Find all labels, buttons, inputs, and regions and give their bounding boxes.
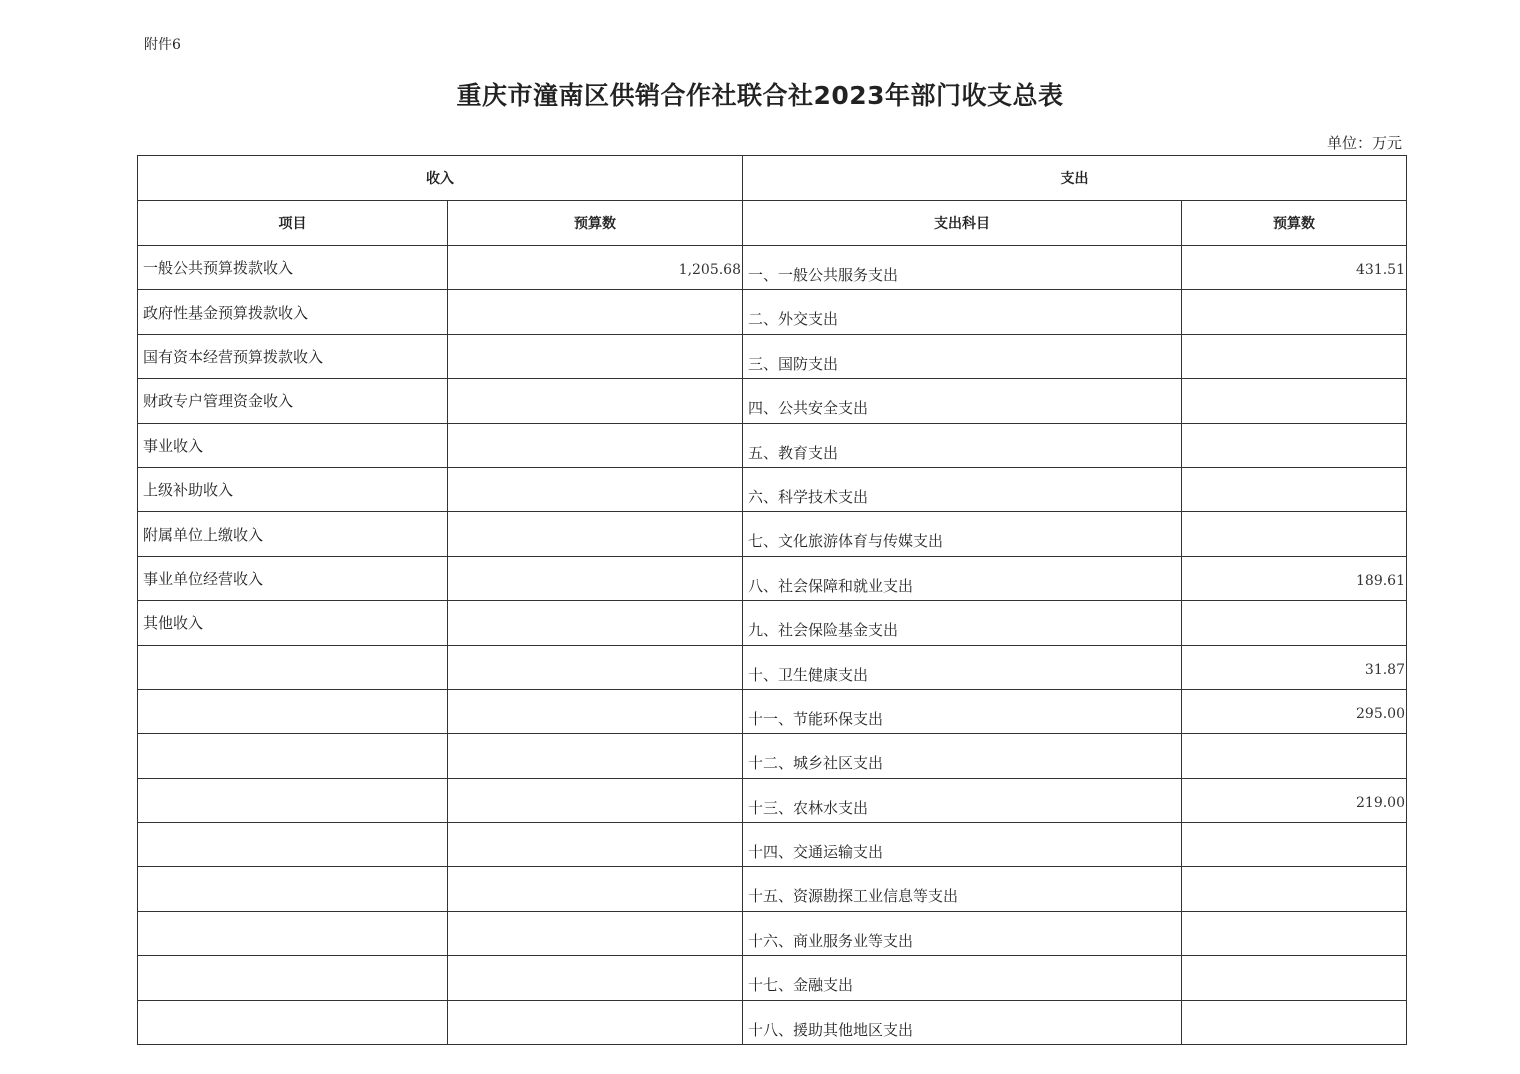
income-budget-cell <box>448 778 743 822</box>
expense-budget-cell <box>1182 512 1407 556</box>
income-budget-header: 预算数 <box>448 201 743 246</box>
expense-budget-header: 预算数 <box>1182 201 1407 246</box>
income-budget-cell <box>448 645 743 689</box>
income-item-cell <box>138 956 448 1000</box>
income-budget-cell <box>448 334 743 378</box>
income-item-cell: 上级补助收入 <box>138 467 448 511</box>
income-budget-cell <box>448 601 743 645</box>
expense-budget-cell <box>1182 334 1407 378</box>
expense-budget-cell: 189.61 <box>1182 556 1407 600</box>
expense-budget-cell: 295.00 <box>1182 689 1407 733</box>
income-item-cell: 附属单位上缴收入 <box>138 512 448 556</box>
income-budget-cell <box>448 689 743 733</box>
expense-item-cell: 一、一般公共服务支出 <box>743 246 1182 290</box>
expense-item-cell: 十八、援助其他地区支出 <box>743 1000 1182 1044</box>
income-budget-cell <box>448 734 743 778</box>
table-row <box>138 379 1407 423</box>
income-item-cell <box>138 867 448 911</box>
income-budget-cell <box>448 911 743 955</box>
expense-budget-cell <box>1182 823 1407 867</box>
table-row <box>138 601 1407 645</box>
income-item-cell <box>138 734 448 778</box>
expense-header: 支出 <box>743 156 1407 201</box>
expense-budget-cell <box>1182 290 1407 334</box>
income-item-cell <box>138 1000 448 1044</box>
income-budget-cell <box>448 556 743 600</box>
income-item-cell: 财政专户管理资金收入 <box>138 379 448 423</box>
expense-item-cell: 十一、节能环保支出 <box>743 689 1182 733</box>
table-row <box>138 290 1407 334</box>
expense-item-cell: 八、社会保障和就业支出 <box>743 556 1182 600</box>
expense-budget-cell <box>1182 734 1407 778</box>
expense-budget-cell <box>1182 911 1407 955</box>
expense-item-cell: 七、文化旅游体育与传媒支出 <box>743 512 1182 556</box>
table-row <box>138 956 1407 1000</box>
unit-label: 单位：万元 <box>1326 134 1402 152</box>
income-budget-cell <box>448 423 743 467</box>
income-item-cell: 事业收入 <box>138 423 448 467</box>
income-budget-cell <box>448 467 743 511</box>
table-row <box>138 512 1407 556</box>
income-header: 收入 <box>138 156 743 201</box>
table-row <box>138 423 1407 467</box>
expense-item-cell: 十七、金融支出 <box>743 956 1182 1000</box>
expense-budget-cell <box>1182 467 1407 511</box>
table-row <box>138 734 1407 778</box>
table-row <box>138 645 1407 689</box>
expense-item-cell: 十三、农林水支出 <box>743 778 1182 822</box>
expense-budget-cell <box>1182 956 1407 1000</box>
expense-budget-cell <box>1182 1000 1407 1044</box>
expense-budget-cell <box>1182 379 1407 423</box>
table-row <box>138 911 1407 955</box>
income-budget-cell: 1,205.68 <box>448 246 743 290</box>
income-item-cell: 政府性基金预算拨款收入 <box>138 290 448 334</box>
table-row <box>138 1000 1407 1044</box>
income-item-cell <box>138 778 448 822</box>
income-item-cell <box>138 645 448 689</box>
income-item-cell: 其他收入 <box>138 601 448 645</box>
expense-budget-cell <box>1182 601 1407 645</box>
expense-item-cell: 九、社会保险基金支出 <box>743 601 1182 645</box>
expense-item-cell: 十、卫生健康支出 <box>743 645 1182 689</box>
expense-item-header: 支出科目 <box>743 201 1182 246</box>
expense-item-cell: 十六、商业服务业等支出 <box>743 911 1182 955</box>
income-budget-cell <box>448 290 743 334</box>
expense-item-cell: 四、公共安全支出 <box>743 379 1182 423</box>
income-item-cell <box>138 689 448 733</box>
budget-summary-table <box>137 155 1407 1045</box>
page-title: 重庆市潼南区供销合作社联合社2023年部门收支总表 <box>456 81 1064 110</box>
income-item-cell <box>138 911 448 955</box>
attachment-label: 附件6 <box>144 37 181 53</box>
expense-budget-cell: 431.51 <box>1182 246 1407 290</box>
income-item-cell: 一般公共预算拨款收入 <box>138 246 448 290</box>
income-item-header: 项目 <box>138 201 448 246</box>
income-budget-cell <box>448 823 743 867</box>
expense-item-cell: 五、教育支出 <box>743 423 1182 467</box>
expense-item-cell: 十二、城乡社区支出 <box>743 734 1182 778</box>
table-row <box>138 823 1407 867</box>
income-budget-cell <box>448 379 743 423</box>
table-row <box>138 334 1407 378</box>
expense-item-cell: 三、国防支出 <box>743 334 1182 378</box>
table-row <box>138 556 1407 600</box>
expense-item-cell: 十五、资源勘探工业信息等支出 <box>743 867 1182 911</box>
table-row <box>138 689 1407 733</box>
expense-item-cell: 二、外交支出 <box>743 290 1182 334</box>
table-row <box>138 867 1407 911</box>
table-row <box>138 778 1407 822</box>
income-item-cell: 事业单位经营收入 <box>138 556 448 600</box>
expense-budget-cell <box>1182 423 1407 467</box>
expense-budget-cell <box>1182 867 1407 911</box>
table-row <box>138 246 1407 290</box>
income-budget-cell <box>448 512 743 556</box>
income-item-cell <box>138 823 448 867</box>
expense-item-cell: 六、科学技术支出 <box>743 467 1182 511</box>
income-budget-cell <box>448 956 743 1000</box>
income-budget-cell <box>448 867 743 911</box>
expense-budget-cell: 31.87 <box>1182 645 1407 689</box>
expense-item-cell: 十四、交通运输支出 <box>743 823 1182 867</box>
income-budget-cell <box>448 1000 743 1044</box>
table-body <box>138 246 1407 1045</box>
table-row <box>138 467 1407 511</box>
income-item-cell: 国有资本经营预算拨款收入 <box>138 334 448 378</box>
expense-budget-cell: 219.00 <box>1182 778 1407 822</box>
